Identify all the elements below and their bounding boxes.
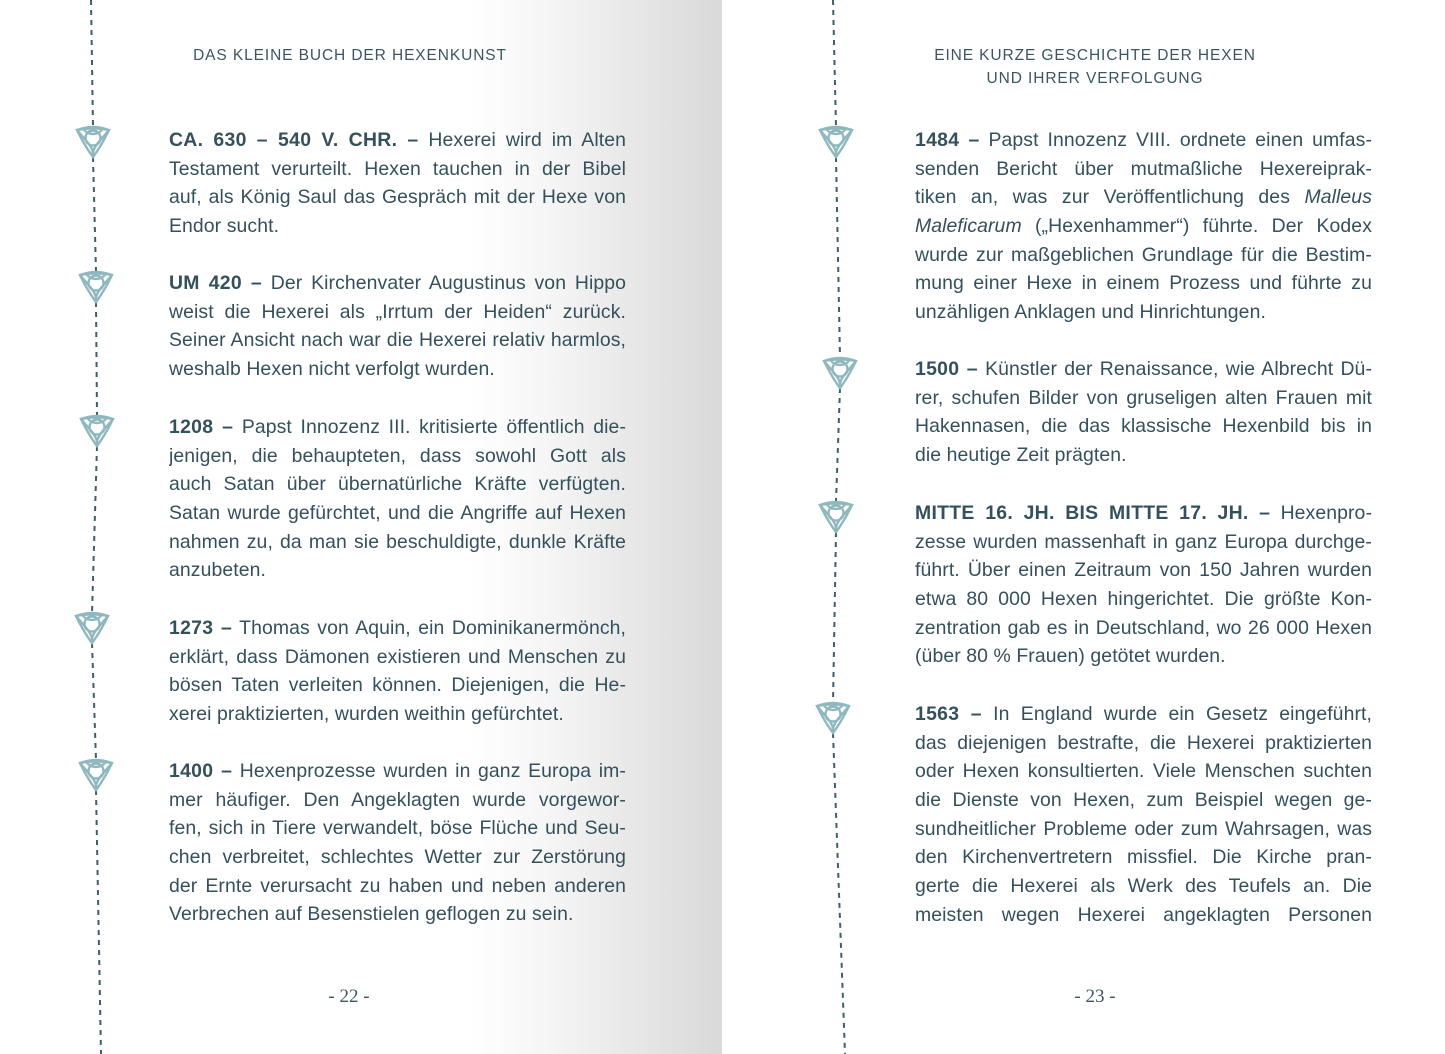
body-text: unzähligen Anklagen und Hinrichtungen. [915, 301, 1266, 324]
body-text: Papst Innozenz VIII. ordnete einen umfas- [979, 129, 1372, 151]
text-line [169, 183, 626, 212]
body-text: oder Hexen konsultierten. Viele Menschen suchten [915, 760, 1372, 783]
entry-date: 1400 – [169, 760, 233, 782]
body-text: xerei praktizierten, wurden weithin gefürchtet. [169, 703, 564, 726]
text-line [915, 528, 1372, 557]
body-text: Hakennasen, die das klassische Hexenbild bis in [915, 415, 1372, 438]
body-text: den Kirchenvertretern missfiel. Die Kirche pran- [915, 846, 1372, 869]
body-text: jenigen, die behaupteten, dass sowohl Gott als [169, 444, 626, 467]
body-text: mung einer Hexe in einem Prozess und führte zu [915, 272, 1372, 295]
body-text: meisten wegen Hexerei angeklagten Personen [915, 903, 1372, 926]
body-text: rer, schufen Bilder von gruseligen alten Frauen mit [915, 386, 1372, 409]
text-line [169, 470, 626, 499]
body-text: Hexenprozesse wurden in ganz Europa im- [232, 760, 626, 782]
italic-title: Malleus [1304, 186, 1372, 209]
entry-date: 1563 – [915, 703, 982, 725]
timeline-entry [169, 614, 626, 729]
body-text: Thomas von Aquin, ein Dominikanermönch, [232, 617, 626, 639]
text-line [915, 355, 1372, 384]
body-text: erklärt, dass Dämonen existieren und Menschen zu [169, 645, 626, 668]
text-line [169, 126, 626, 155]
text-line [915, 441, 1372, 470]
text-line [915, 729, 1372, 758]
text-line [169, 700, 626, 729]
body-text: etwa 80 000 Hexen hingerichtet. Die größte Kon- [915, 588, 1372, 611]
body-text: die Dienste von Hexen, zum Beispiel wegen ge- [915, 789, 1372, 812]
body-text: bösen Taten verleiten können. Diejenigen, die He- [169, 674, 626, 697]
text-line [915, 241, 1372, 270]
running-head-right [917, 44, 1273, 90]
text-line [915, 614, 1372, 643]
page-number-left: - 22 - [328, 986, 370, 1007]
text-line [915, 412, 1372, 441]
running-head-right-line-2: UND IHRER VERFOLGUNG [986, 70, 1204, 87]
body-text: fen, sich in Tiere verwandelt, böse Flüche und Seu- [169, 817, 626, 840]
running-head-right-line-1: EINE KURZE GESCHICHTE DER HEXEN [934, 47, 1256, 64]
text-line [915, 155, 1372, 184]
text-line [169, 671, 626, 700]
text-line [915, 212, 1372, 241]
text-line [169, 355, 626, 384]
body-text: Verbrechen auf Besenstielen geflogen zu sein. [169, 903, 574, 926]
entry-date: 1500 – [915, 358, 978, 380]
text-line [169, 269, 626, 298]
body-text: zentration gab es in Deutschland, wo 26 000 Hexen [915, 616, 1372, 639]
text-line [169, 757, 626, 786]
text-line [169, 499, 626, 528]
text-line [169, 872, 626, 901]
body-text: („Hexenhammer“) führte. Der Kodex [1021, 215, 1372, 238]
text-line [169, 814, 626, 843]
body-text: (über 80 % Frauen) getötet wurden. [915, 645, 1226, 668]
text-line [915, 843, 1372, 872]
body-text: das diejenigen bestrafte, die Hexerei praktizierten [915, 731, 1372, 754]
timeline-entry [169, 757, 626, 929]
body-text: wurde zur maßgeblichen Grundlage für die Bestim- [915, 243, 1372, 266]
text-line [915, 183, 1372, 212]
text-line [169, 843, 626, 872]
body-text: In England wurde ein Gesetz eingeführt, [981, 703, 1372, 725]
body-text: Papst Innozenz III. kritisierte öffentlich die- [233, 416, 626, 438]
entry-date: 1273 – [169, 617, 233, 639]
text-line [915, 384, 1372, 413]
body-text: die heutige Zeit prägten. [915, 444, 1127, 467]
timeline-entry [915, 355, 1372, 470]
body-text: gerte die Hexerei als Werk des Teufels an. Die [915, 875, 1372, 898]
timeline-entry [169, 126, 626, 241]
timeline-entry [169, 269, 626, 384]
timeline-entry [915, 700, 1372, 930]
text-line [169, 900, 626, 929]
text-line [169, 556, 626, 585]
text-line [915, 269, 1372, 298]
page-number-right: - 23 - [1074, 986, 1116, 1007]
text-line [915, 585, 1372, 614]
text-line [169, 326, 626, 355]
body-text: Der Kirchenvater Augustinus von Hippo [262, 272, 626, 294]
text-line [915, 901, 1372, 930]
entry-date: 1484 – [915, 129, 980, 151]
text-line [915, 786, 1372, 815]
text-line [169, 442, 626, 471]
text-line [915, 126, 1372, 155]
italic-title: Maleficarum [915, 215, 1022, 238]
entry-date: CA. 630 – 540 V. CHR. – [169, 129, 419, 151]
text-line [915, 499, 1372, 528]
timeline-entry [169, 413, 626, 585]
timeline-entry [915, 126, 1372, 327]
text-line [915, 298, 1372, 327]
body-text: anzubeten. [169, 559, 266, 582]
body-text: Satan wurde gefürchtet, und die Angriffe auf Hexen [169, 502, 626, 525]
entry-date: MITTE 16. JH. BIS MITTE 17. JH. – [915, 502, 1271, 524]
body-text: Hexenpro- [1270, 502, 1372, 524]
body-text: mer häufiger. Den Angeklagten wurde vorgewor- [169, 788, 626, 811]
body-text: sundheitlicher Probleme oder zum Wahrsagen, was [915, 817, 1372, 840]
body-text: weist die Hexerei als „Irrtum der Heiden“ zurück. [169, 300, 626, 323]
running-head-left: DAS KLEINE BUCH DER HEXENKUNST [193, 47, 507, 64]
left-page [0, 0, 722, 1054]
text-line [915, 757, 1372, 786]
text-line [169, 614, 626, 643]
body-text: chen verbreitet, schlechtes Wetter zur Zerstörung [169, 846, 626, 869]
text-line [169, 298, 626, 327]
timeline-entry [915, 499, 1372, 671]
body-text: Testament verurteilt. Hexen tauchen in der Bibel [169, 157, 626, 180]
text-line [169, 212, 626, 241]
text-line [169, 413, 626, 442]
body-text: führt. Über einen Zeitraum von 150 Jahren wurden [915, 559, 1372, 582]
body-text: zesse wurden massenhaft in ganz Europa durchge- [915, 530, 1372, 553]
body-text: Hexerei wird im Alten [418, 129, 626, 151]
text-line [915, 815, 1372, 844]
right-page [722, 0, 1445, 1054]
text-line [169, 786, 626, 815]
text-line [169, 643, 626, 672]
body-text: Seiner Ansicht nach war die Hexerei relativ harmlos, [169, 329, 626, 352]
text-line [169, 155, 626, 184]
text-line [915, 700, 1372, 729]
entry-date: UM 420 – [169, 272, 263, 294]
body-text: der Ernte verursacht zu haben und neben anderen [169, 874, 626, 897]
body-text: Künstler der Renaissance, wie Albrecht Dü- [977, 358, 1372, 380]
body-text: tiken an, was zur Veröffentlichung des [915, 186, 1305, 209]
entry-date: 1208 – [169, 416, 234, 438]
body-text: auf, als König Saul das Gespräch mit der Hexe von [169, 186, 626, 209]
text-line [169, 528, 626, 557]
text-line [915, 872, 1372, 901]
text-line [915, 556, 1372, 585]
body-text: Endor sucht. [169, 215, 280, 238]
body-text: senden Bericht über mutmaßliche Hexereiprak- [915, 157, 1372, 180]
body-text: weshalb Hexen nicht verfolgt wurden. [169, 358, 495, 381]
text-line [915, 642, 1372, 671]
body-text: auch Satan über übernatürliche Kräfte verfügten. [169, 473, 626, 496]
body-text: nahmen zu, da man sie beschuldigte, dunkle Kräfte [169, 530, 626, 553]
